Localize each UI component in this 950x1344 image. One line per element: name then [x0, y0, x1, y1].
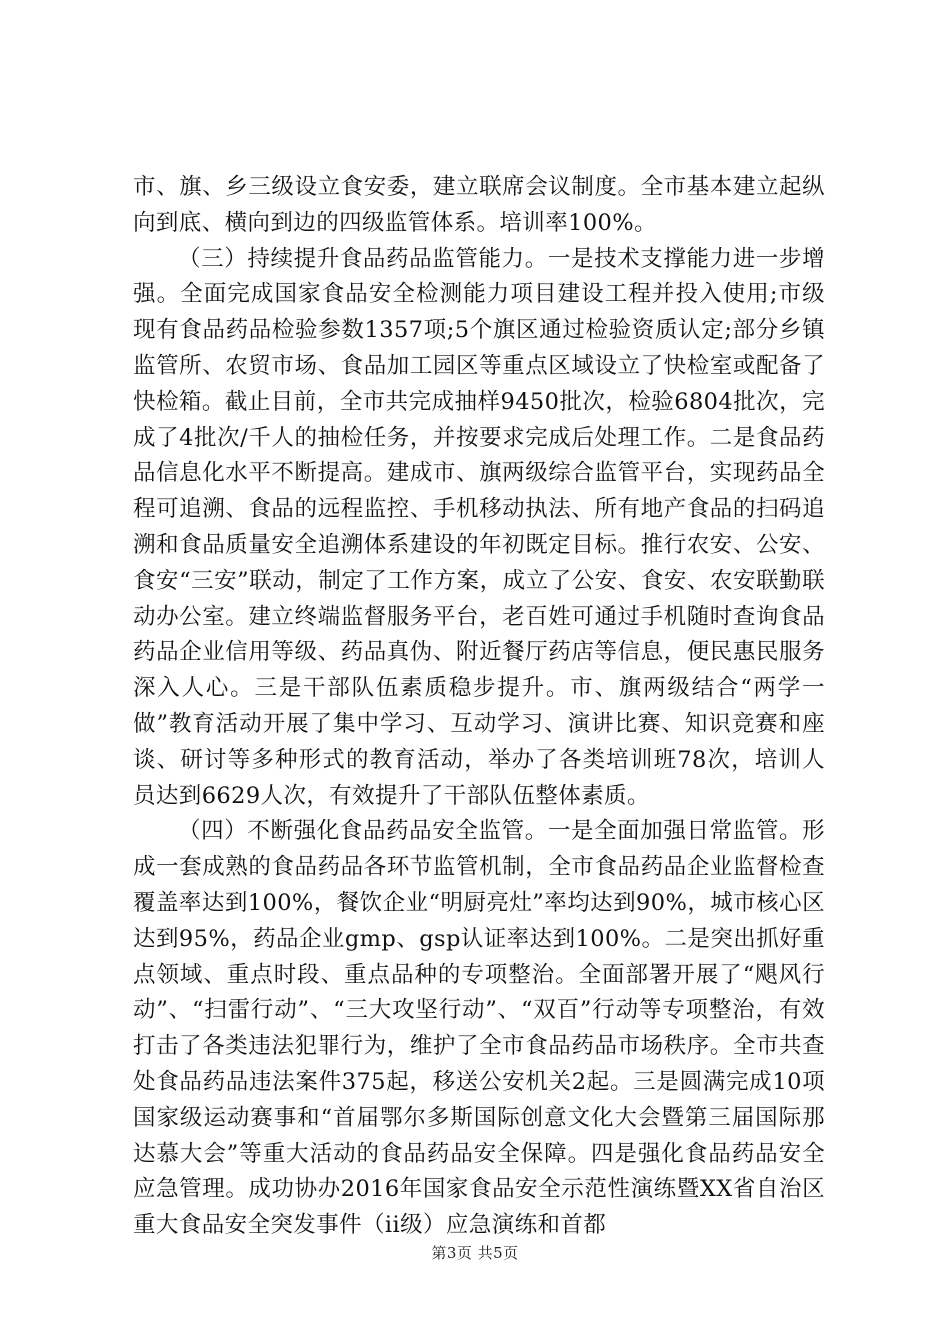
paragraph-continuation: 市、旗、乡三级设立食安委，建立联席会议制度。全市基本建立起纵向到底、横向到边的四级监管体系。培训率100%。 [133, 174, 825, 236]
page-footer [0, 1243, 950, 1263]
paragraph-section-four: （四）不断强化食品药品安全监管。一是全面加强日常监管。形成一套成熟的食品药品各环节监管机制，全市食品药品企业监督检查覆盖率达到100%，餐饮企业“明厨亮灶”率均达到90%，城市核心区达到95%，药品企业gmp、gsp认证率达到100%。二是突出抓好重点领域、重点时段、重点品种的专项整治。全面部署开展了“飓风行动”、“扫雷行动”、“三大攻坚行动”、“双百”行动等专项整治，有效打击了各类违法犯罪行为，维护了全市食品药品市场秩序。全市共查处食品药品违法案件375起，移送公安机关2起。三是圆满完成10项国家级运动赛事和“首届鄂尔多斯国际创意文化大会暨第三届国际那达慕大会”等重大活动的食品药品安全保障。四是强化食品药品安全应急管理。成功协办2016年国家食品安全示范性演练暨XX省自治区重大食品安全突发事件（ii级）应急演练和首都 [133, 818, 825, 1239]
page-number-label: 第3页 共5页 [431, 1244, 519, 1262]
paragraph-section-three: （三）持续提升食品药品监管能力。一是技术支撑能力进一步增强。全面完成国家食品安全检测能力项目建设工程并投入使用;市级现有食品药品检验参数1357项;5个旗区通过检验资质认定;部分乡镇监管所、农贸市场、食品加工园区等重点区域设立了快检室或配备了快检箱。截止目前，全市共完成抽样9450批次，检验6804批次，完成了4批次/千人的抽检任务，并按要求完成后处理工作。二是食品药品信息化水平不断提高。建成市、旗两级综合监管平台，实现药品全程可追溯、食品的远程监控、手机移动执法、所有地产食品的扫码追溯和食品质量安全追溯体系建设的年初既定目标。推行农安、公安、食安“三安”联动，制定了工作方案，成立了公安、食安、农安联勤联动办公室。建立终端监督服务平台，老百姓可通过手机随时查询食品药品企业信用等级、药品真伪、附近餐厅药店等信息，便民惠民服务深入人心。三是干部队伍素质稳步提升。市、旗两级结合“两学一做”教育活动开展了集中学习、互动学习、演讲比赛、知识竞赛和座谈、研讨等多种形式的教育活动，举办了各类培训班78次，培训人员达到6629人次，有效提升了干部队伍整体素质。 [133, 245, 825, 809]
document-body [133, 170, 825, 1244]
